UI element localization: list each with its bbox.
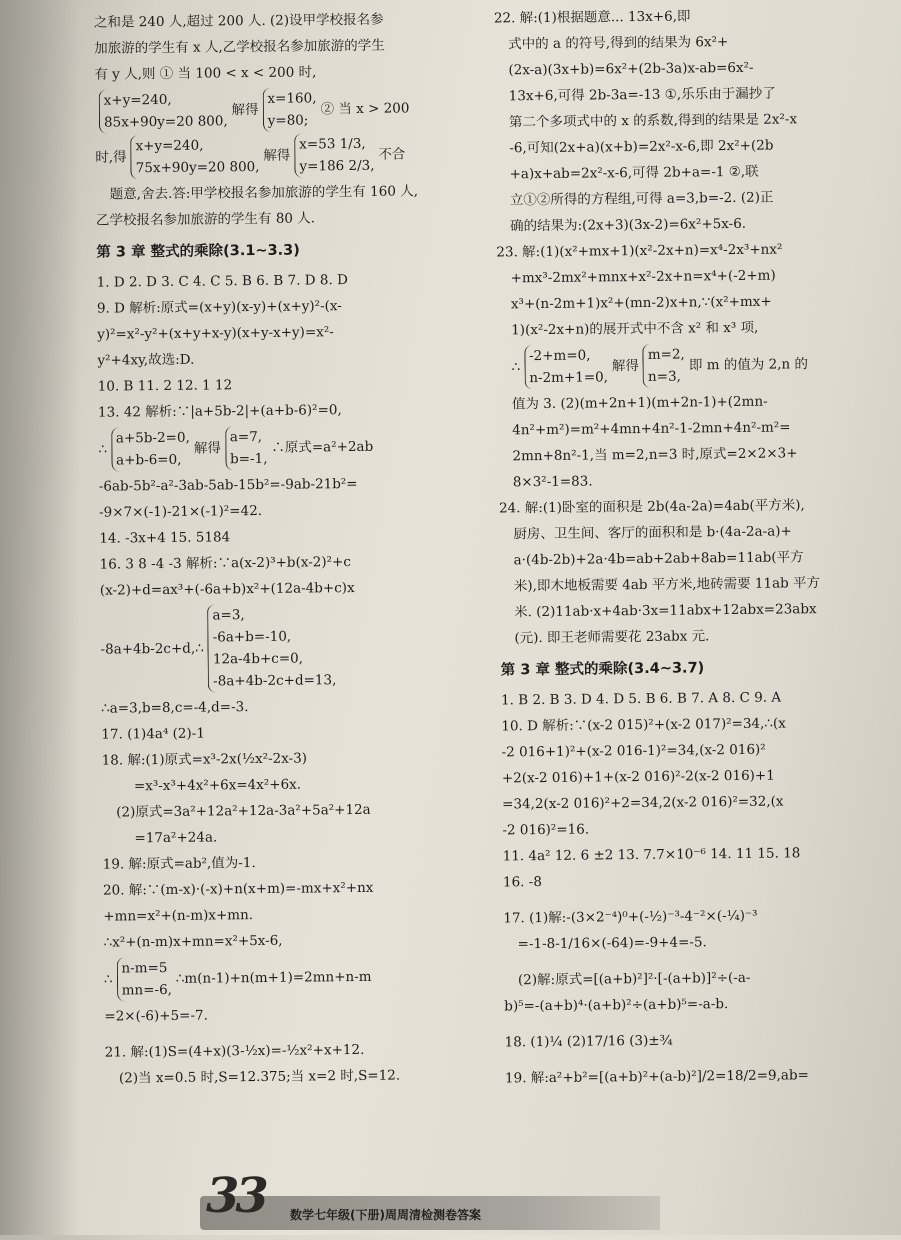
equation: a=7,: [229, 428, 263, 446]
solution-brace: [643, 344, 685, 388]
answer-line: 16. -8: [502, 874, 542, 891]
equation-system: [95, 132, 463, 180]
answer-line: =17a²+24a.: [134, 829, 218, 847]
answer-line: 21. 解:(1)S=(4+x)(3-½x)=-½x²+x+12.: [104, 1041, 365, 1061]
equation: mn=-6,: [121, 981, 172, 999]
text-line: 之和是 240 人,超过 200 人. (2)设甲学校报名参: [93, 11, 384, 31]
equation: -2+m=0,: [528, 347, 591, 365]
answer-line: 17. (1)解:-(3×2⁻⁴)⁰+(-½)⁻³-4⁻²×(-¼)⁻³: [503, 907, 758, 927]
answer-line: (2x-a)(3x+b)=6x²+(2b-3a)x-ab=6x²-: [508, 59, 754, 79]
answer-line: x³+(n-2m+1)x²+(mn-2)x+n,∵(x²+mx+: [510, 293, 772, 313]
section-heading: 第 3 章 整式的乘除(3.1~3.3): [96, 242, 300, 261]
right-column: [494, 1, 890, 1091]
answer-line: 值为 3. (2)(m+2n+1)(m+2n-1)+(2mn-: [511, 393, 768, 413]
equation: x+y=240,: [135, 137, 204, 155]
equation: -8a+4b-2c+d=13,: [213, 672, 337, 690]
equation-system: [100, 602, 469, 694]
system-brace: [524, 344, 608, 389]
answer-line: 17. (1)4a⁴ (2)-1: [101, 725, 205, 743]
answer-line: 18. 解:(1)原式=x³-2x(½x²-2x-3): [101, 750, 308, 769]
answer-line: 19. 解:原式=ab²,值为-1.: [102, 855, 256, 873]
case-text: ∴: [511, 359, 521, 376]
equation: y=186 2/3,: [299, 157, 375, 175]
answer-line: (元). 即王老师需要花 23abx 元.: [514, 628, 710, 647]
system-brace: [116, 957, 172, 1002]
answer-line: 16. 3 8 -4 -3 解析:∵a(x-2)³+b(x-2)²+c: [99, 554, 351, 573]
answer-line: +mx³-2mx²+mnx+x²-2x+n=x⁴+(-2+m): [510, 267, 776, 287]
equation: 75x+90y=20 800,: [135, 158, 260, 177]
equation: 85x+90y=20 800,: [103, 113, 228, 131]
answer-line: -2 016)²=16.: [502, 821, 590, 839]
answer-line: 米),即木地板需要 4ab 平方米,地砖需要 11ab 平方: [513, 575, 821, 595]
answer-line: 22. 解:(1)根据题意... 13x+6,即: [493, 8, 691, 27]
equation: b=-1,: [229, 450, 268, 468]
answer-line: 1. D 2. D 3. C 4. C 5. B 6. B 7. D 8. D: [96, 272, 348, 291]
answer-line: y²+4xy,故选:D.: [97, 351, 195, 369]
answer-line: 24. 解:(1)卧室的面积是 2b(4a-2a)=4ab(平方米),: [498, 497, 805, 517]
answer-line: 2mn+8n²-1,当 m=2,n=3 时,原式=2×2×3+: [512, 445, 798, 465]
answer-line: (2)解:原式=[(a+b)²]²·[-(a+b)]²÷(-a-: [517, 969, 751, 989]
answer-line: 式中的 a 的符号,得到的结果为 6x²+: [508, 34, 729, 53]
system-brace: [207, 603, 336, 692]
text-line: 题意,舍去.答:甲学校报名参加旅游的学生有 160 人,: [109, 183, 419, 203]
answer-line: 第二个多项式中的 x 的系数,得到的结果是 2x²-x: [508, 111, 798, 131]
text-line: 有 y 人,则 ① 当 100 < x < 200 时,: [94, 64, 317, 83]
answer-line: ∴x²+(n-m)x+mn=x²+5x-6,: [103, 932, 283, 951]
solve-label: 解得: [263, 147, 291, 164]
answer-line: (2)当 x=0.5 时,S=12.375;当 x=2 时,S=12.: [118, 1067, 401, 1087]
equation-system: ∴ a+5b-2=0, a+b-6=0, 解得 a=7, b=-1, ∴原式=a²+2ab: [98, 424, 466, 472]
equation: -6a+b=-10,: [212, 628, 292, 646]
solve-label: 解得: [611, 358, 639, 375]
system-brace: [111, 427, 190, 472]
answer-line: +mn=x²+(n-m)x+mn.: [103, 907, 254, 925]
case-text: 不合: [378, 146, 406, 163]
case-text: 时,得: [95, 149, 127, 166]
answer-line: ∴a=3,b=8,c=-4,d=-3.: [101, 699, 249, 717]
answer-line: 14. -3x+4 15. 5184: [99, 529, 231, 547]
text-line: 乙学校报名参加旅游的学生有 80 人.: [95, 210, 316, 229]
equation: 12a-4b+c=0,: [212, 650, 304, 668]
answer-line: =x³-x³+4x²+6x=4x²+6x.: [133, 776, 302, 795]
answer-line: 8×3²-1=83.: [512, 473, 593, 491]
system-brace: [130, 134, 259, 179]
answer-line: (x-2)+d=ax³+(-6a+b)x²+(12a-4b+c)x: [99, 579, 355, 599]
equation: n=3,: [647, 368, 681, 385]
case-text: 即 m 的值为 2,n 的: [688, 356, 809, 374]
answer-line: 18. (1)¼ (2)17/16 (3)±¾: [504, 1032, 673, 1051]
answer-line: +a)x+ab=2x²-x-6,可得 2b+a=-1 ②,联: [509, 163, 759, 183]
left-column: [94, 6, 473, 1092]
book-title: 数学七年级(下册)周周清检测卷答案: [290, 1208, 481, 1222]
equation: a+b-6=0,: [116, 451, 182, 469]
answer-line: 厨房、卫生间、客厅的面积和是 b·(4a-2a-a)+: [513, 523, 792, 543]
answer-line: =2×(-6)+5=-7.: [104, 1007, 208, 1025]
answer-line: -6,可知(2x+a)(x+b)=2x²-x-6,即 2x²+(2b: [509, 137, 774, 157]
case-text: ∴原式=a²+2ab: [271, 438, 374, 456]
solve-label: 解得: [193, 440, 222, 457]
answer-line: 11. 4a² 12. 6 ±2 13. 7.7×10⁻⁶ 14. 11 15. 18: [502, 845, 801, 865]
solve-label: 解得: [231, 101, 259, 119]
answer-line: 9. D 解析:原式=(x+y)(x-y)+(x+y)²-(x-: [96, 298, 342, 317]
answer-line: 20. 解:∵(m-x)·(-x)+n(x+m)=-mx+x²+nx: [102, 879, 374, 899]
answer-line: +2(x-2 016)+1+(x-2 016)²-2(x-2 016)+1: [501, 767, 775, 787]
equation: n-m=5: [121, 959, 168, 977]
solution-brace: [262, 87, 316, 132]
answer-line: 米. (2)11ab·x+4ab·3x=11abx+12abx=23abx: [514, 601, 817, 621]
case-text: -8a+4b-2c+d,∴: [100, 640, 204, 658]
equation: m=2,: [647, 346, 685, 363]
answer-line: -9×7×(-1)-21×(-1)²=42.: [98, 502, 263, 521]
answer-line: -6ab-5b²-a²-3ab-5ab-15b²=-9ab-21b²=: [98, 475, 358, 495]
answer-line: 10. B 11. 2 12. 1 12: [97, 377, 233, 395]
answer-line: y)²=x²-y²+(x+y+x-y)(x+y-x+y)=x²-: [97, 324, 334, 343]
answer-line: 4n²+m²)=m²+4mn+4n²-1-2mn+4n²-m²=: [512, 419, 791, 439]
solution-brace: [225, 426, 268, 470]
answer-line: (2)原式=3a²+12a²+12a-3a²+5a²+12a: [116, 801, 371, 821]
answer-line: 13x+6,可得 2b-3a=-13 ①,乐乐由于漏抄了: [508, 85, 776, 105]
section-heading: 第 3 章 整式的乘除(3.4~3.7): [500, 660, 705, 679]
case-text: ∴m(n-1)+n(m+1)=2mn+n-m: [175, 968, 372, 987]
answer-line: 1)(x²-2x+n)的展开式中不含 x² 和 x³ 项,: [511, 319, 759, 339]
equation: x=53 1/3,: [299, 135, 366, 153]
solution-brace: [294, 133, 374, 178]
answer-line: -2 016+1)²+(x-2 016-1)²=34,(x-2 016)²: [501, 741, 766, 761]
equation: x+y=240,: [103, 91, 172, 109]
equation: y=80;: [267, 112, 309, 129]
answer-line: 13. 42 解析:∵|a+5b-2|+(a+b-6)²=0,: [97, 402, 342, 421]
equation-system: [497, 341, 882, 389]
answer-line: 立①②所得的方程组,可得 a=3,b=-2. (2)正: [509, 189, 774, 209]
equation: x=160,: [267, 90, 317, 107]
answer-line: 确的结果为:(2x+3)(3x-2)=6x²+5x-6.: [510, 215, 747, 235]
case-text: ② 当 x > 200: [320, 100, 410, 118]
answer-line: 1. B 2. B 3. D 4. D 5. B 6. B 7. A 8. C 9. A: [500, 689, 782, 709]
equation: a+5b-2=0,: [115, 429, 190, 447]
page-number: 33: [206, 1168, 265, 1224]
answer-line: 10. D 解析:∵(x-2 015)²+(x-2 017)²=34,∴(x: [501, 715, 786, 735]
answer-line: 23. 解:(1)(x²+mx+1)(x²-2x+n)=x⁴-2x³+nx²: [496, 241, 783, 261]
equation-system: ∴ n-m=5 mn=-6, ∴m(n-1)+n(m+1)=2mn+n-m: [104, 954, 472, 1002]
equation: n-2m+1=0,: [529, 369, 609, 387]
answer-line: =34,2(x-2 016)²+2=34,2(x-2 016)²=32,(x: [502, 793, 784, 813]
answer-line: 19. 解:a²+b²=[(a+b)²+(a-b)²]/2=18/2=9,ab=: [504, 1067, 809, 1087]
text-line: 加旅游的学生有 x 人,乙学校报名参加旅游的学生: [94, 37, 385, 57]
answer-line: =-1-8-1/16×(-64)=-9+4=-5.: [517, 934, 707, 953]
answer-line: b)⁵=-(a+b)⁴·(a+b)²÷(a+b)⁵=-a-b.: [504, 996, 729, 1015]
equation-system: [95, 86, 463, 134]
equation: a=3,: [212, 607, 245, 624]
answer-line: a·(4b-2b)+2a·4b=ab+2ab+8ab=11ab(平方: [513, 549, 804, 569]
system-brace: [99, 88, 228, 133]
